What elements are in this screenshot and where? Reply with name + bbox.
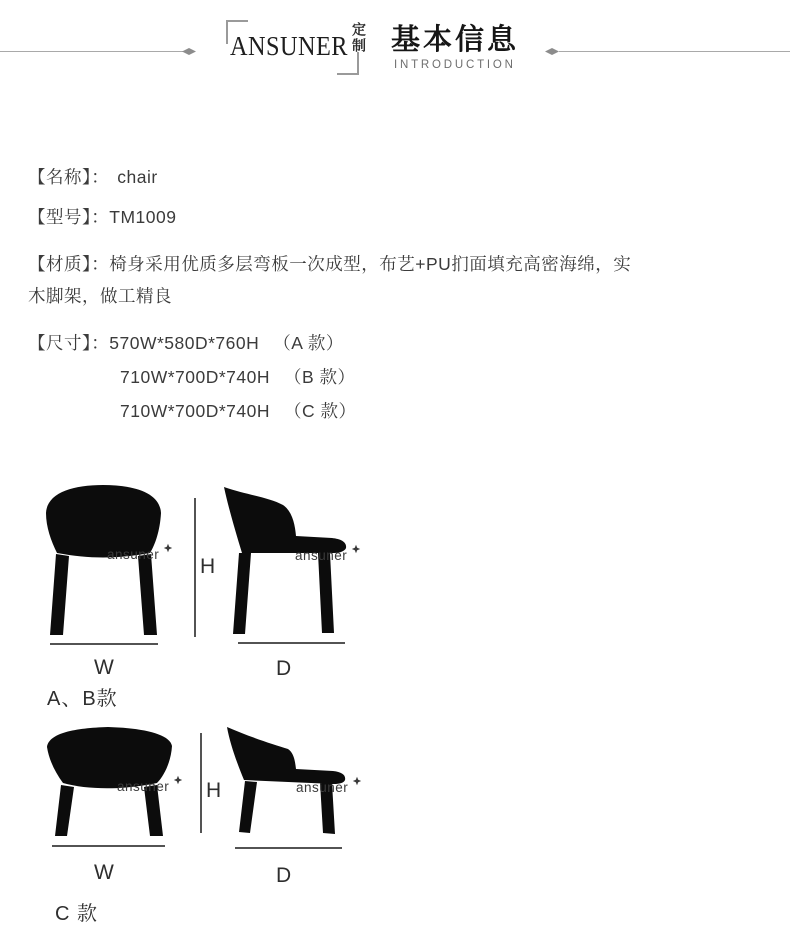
- size-value-a: 570W*580D*760H: [109, 333, 260, 353]
- info-size-row: [28, 331, 357, 433]
- material-label: 【材质】：: [28, 254, 110, 274]
- watermark-text: ansuner: [117, 779, 170, 794]
- header-left-rule: [0, 51, 184, 52]
- depth-label: D: [276, 657, 292, 680]
- size-label: 【尺寸】：: [28, 333, 110, 353]
- size-row-b: [28, 365, 357, 389]
- watermark-star-icon: [164, 544, 172, 552]
- size-value-c: 710W*700D*740H: [120, 401, 271, 421]
- brand-logo: ANSUNER: [230, 31, 348, 61]
- watermark-text: ansuner: [296, 780, 349, 795]
- info-material-row: [28, 248, 773, 312]
- info-name-row: [28, 165, 158, 189]
- watermark-text: ansuner: [295, 548, 348, 563]
- width-label: W: [94, 656, 114, 679]
- name-value: chair: [117, 167, 158, 187]
- page-title: 基本信息: [391, 24, 520, 56]
- size-variant-c: （C 款）: [284, 401, 357, 421]
- width-label: W: [94, 861, 114, 884]
- watermark-star-icon: [174, 776, 182, 784]
- height-label: H: [206, 779, 222, 802]
- watermark-star-icon: [352, 545, 360, 553]
- name-label: 【名称】：: [28, 167, 110, 187]
- depth-label: D: [276, 864, 292, 887]
- size-row-c: [28, 399, 357, 423]
- left-diamond-icon: [182, 48, 196, 55]
- header-right-rule: [559, 51, 790, 52]
- watermark-text: ansuner: [107, 547, 160, 562]
- right-diamond-icon: [545, 48, 559, 55]
- page-subtitle: INTRODUCTION: [394, 59, 516, 71]
- size-value-b: 710W*700D*740H: [120, 367, 271, 387]
- size-row-a: [28, 331, 357, 355]
- logo-corner-bracket-bottomright-icon: [337, 52, 359, 75]
- size-variant-a: （A 款）: [273, 333, 344, 353]
- material-text-line2: 木脚架，做工精良: [28, 286, 172, 306]
- diagram-caption-ab: A、B款: [47, 688, 118, 710]
- diagram-caption-c: C 款: [55, 903, 98, 925]
- model-value: TM1009: [109, 207, 177, 227]
- brand-sub-label: 定制: [351, 22, 367, 54]
- watermark-star-icon: [353, 777, 361, 785]
- height-label: H: [200, 555, 216, 578]
- material-text-line1: 椅身采用优质多层弯板一次成型，布艺+PU扪面填充高密海绵，实: [109, 254, 632, 274]
- size-variant-b: （B 款）: [284, 367, 356, 387]
- info-model-row: [28, 205, 176, 229]
- model-label: 【型号】：: [28, 207, 110, 227]
- diagram-ab: [20, 470, 380, 710]
